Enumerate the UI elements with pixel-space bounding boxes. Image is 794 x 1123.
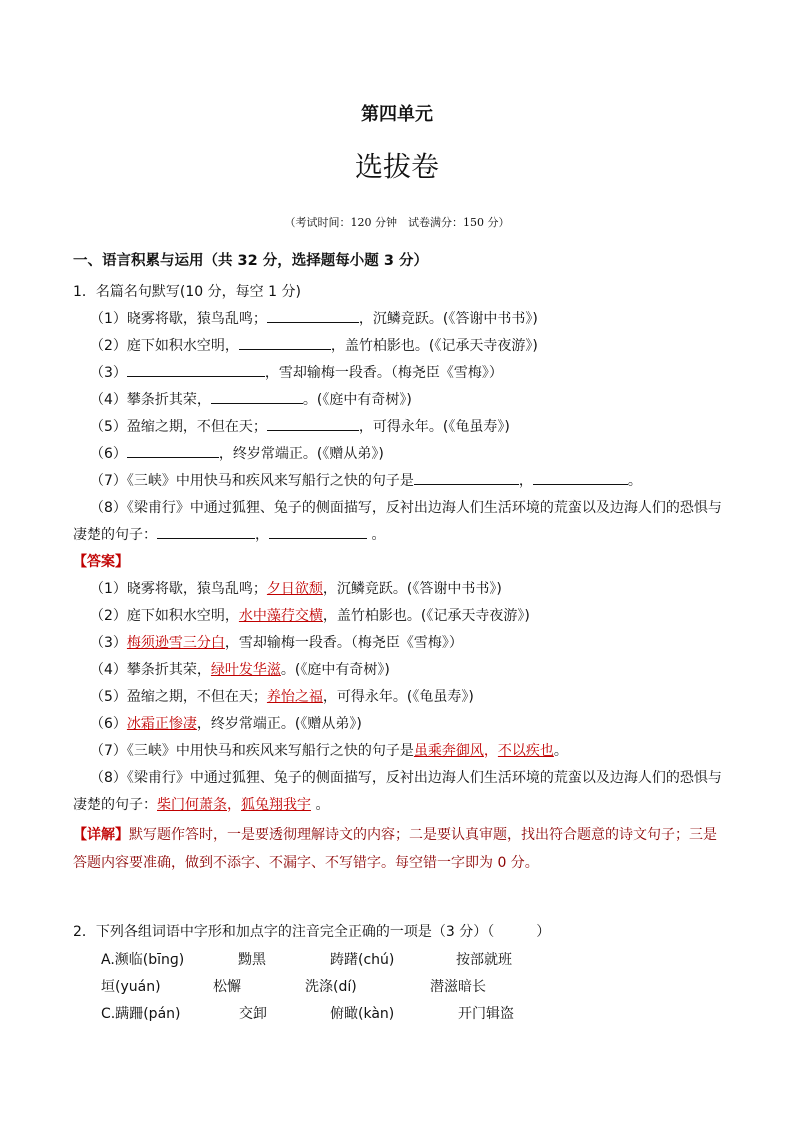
answer-line-8: （8）《梁甫行》中通过狐狸、兔子的侧面描写，反衬出边海人们生活环境的荒蛮以及边海人们的恐惧与 [90, 770, 722, 786]
answer-line-4: （4）攀条折其荣，绿叶发华滋。(《庭中有奇树》) [90, 662, 390, 678]
answer-text: 柴门何萧条 [157, 797, 227, 813]
answer-text: 夕日欲颓 [266, 581, 323, 597]
answer-line-8-cont: 凄楚的句子：柴门何萧条，狐兔翔我宇 。 [73, 797, 330, 813]
answer-label: 【答案】 [73, 554, 129, 570]
answer-blank[interactable] [239, 335, 331, 350]
answer-blank[interactable] [211, 389, 303, 404]
q1-line-4: （4）攀条折其荣， 。(《庭中有奇树》) [90, 389, 412, 409]
answer-text: 水中藻荇交横 [238, 608, 323, 624]
answer-text: 梅须逊雪三分白 [126, 635, 225, 651]
answer-blank[interactable] [157, 524, 255, 539]
option-word: 黝黑 [238, 952, 266, 968]
q1-line-8: （8）《梁甫行》中通过狐狸、兔子的侧面描写，反衬出边海人们生活环境的荒蛮以及边海人们的恐惧与 [90, 500, 722, 516]
answer-text: 不以疾也 [497, 743, 554, 759]
q1-stem: 1．名篇名句默写(10 分，每空 1 分) [73, 284, 301, 300]
q1-line-3: （3） ，雪却输梅一段香。（梅尧臣《雪梅》） [90, 362, 503, 382]
q1-line-1: （1）晓雾将歇，猿鸟乱鸣； ，沉鳞竞跃。(《答谢中书书》) [90, 308, 538, 328]
option-word: 松懈 [213, 979, 241, 995]
option-word: 交卸 [239, 1006, 267, 1022]
detail-line-2: 答题内容要准确，做到不添字、不漏字、不写错字。每空错一字即为 0 分。 [73, 855, 539, 871]
answer-blank[interactable] [127, 443, 219, 458]
answer-blank[interactable] [533, 470, 628, 485]
q1-line-8-cont: 凄楚的句子： ， 。 [73, 524, 385, 544]
option-word: 开门辑盗 [458, 1006, 514, 1022]
answer-blank[interactable] [267, 416, 359, 431]
option-word: 潜滋暗长 [430, 979, 486, 995]
option-word: 踌躇(chú) [330, 952, 395, 968]
option-word: 按部就班 [456, 952, 512, 968]
paper-title: 选拔卷 [354, 150, 439, 183]
answer-blank[interactable] [269, 524, 367, 539]
answer-line-6: （6）冰霜正惨凄，终岁常端正。(《赠从弟》) [90, 716, 362, 732]
answer-text: 绿叶发华滋 [210, 662, 281, 678]
option-word: 垣(yuán) [101, 979, 161, 995]
answer-blank[interactable] [414, 470, 519, 485]
exam-info: （考试时间：120 分钟 试卷满分：150 分） [284, 216, 510, 229]
q1-line-7: （7）《三峡》中用快马和疾风来写船行之快的句子是 ， 。 [90, 470, 642, 490]
unit-heading: 第四单元 [361, 104, 433, 125]
option-word: 俯瞰(kàn) [330, 1006, 395, 1022]
option-word: C.蹒跚(pán) [101, 1006, 181, 1022]
answer-line-3: （3）梅须逊雪三分白，雪却输梅一段香。（梅尧臣《雪梅》） [90, 635, 463, 651]
answer-text: 虽乘奔御风 [413, 743, 484, 759]
answer-text: 养怡之福 [266, 689, 323, 705]
option-word: A.濒临(bīnɡ) [101, 952, 185, 968]
q1-line-5: （5）盈缩之期，不但在天； ，可得永年。(《龟虽寿》) [90, 416, 510, 436]
answer-line-5: （5）盈缩之期，不但在天；养怡之福，可得永年。(《龟虽寿》) [90, 689, 474, 705]
answer-text: 狐兔翔我宇 [241, 797, 311, 813]
detail-label: 【详解】 [73, 827, 129, 843]
answer-line-7: （7）《三峡》中用快马和疾风来写船行之快的句子是虽乘奔御风，不以疾也。 [90, 743, 568, 759]
q1-line-6: （6） ，终岁常端正。(《赠从弟》) [90, 443, 384, 463]
answer-line-2: （2）庭下如积水空明，水中藻荇交横，盖竹柏影也。(《记承天寺夜游》) [90, 608, 530, 624]
option-word: 洗涤(dí) [305, 979, 357, 995]
answer-text: 冰霜正惨凄 [126, 716, 197, 732]
section-heading: 一、语言积累与运用（共 32 分，选择题每小题 3 分） [73, 253, 428, 269]
detail-line-1: 【详解】默写题作答时，一是要透彻理解诗文的内容；二是要认真审题，找出符合题意的诗文句子；三是 [73, 827, 717, 843]
answer-blank[interactable] [267, 308, 359, 323]
answer-blank[interactable] [127, 362, 265, 377]
q1-line-2: （2）庭下如积水空明， ，盖竹柏影也。(《记承天寺夜游》) [90, 335, 538, 355]
answer-line-1: （1）晓雾将歇，猿鸟乱鸣；夕日欲颓，沉鳞竞跃。(《答谢中书书》) [90, 581, 502, 597]
q2-stem: 2．下列各组词语中字形和加点字的注音完全正确的一项是（3 分）（ ） [73, 924, 551, 940]
